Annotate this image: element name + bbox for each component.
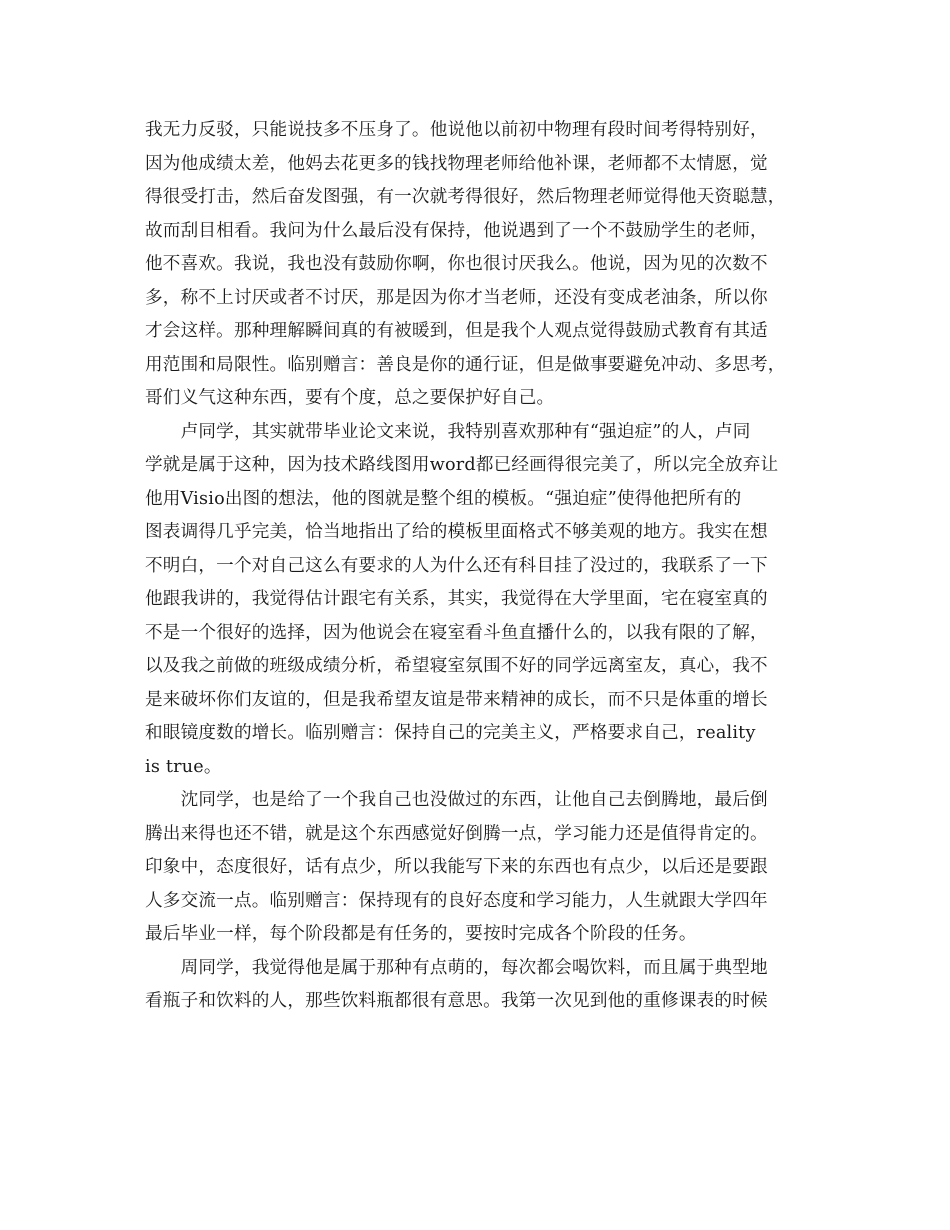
text-line: 卢同学，其实就带毕业论文来说，我特别喜欢那种有“强迫症”的人，卢同	[145, 421, 751, 442]
text-line: 学就是属于这种，因为技术路线图用word都已经画得很完美了，所以完全放弃让	[145, 455, 779, 475]
text-line: 用范围和局限性。临别赠言：善良是你的通行证，但是做事要避免冲动、多思考，	[145, 354, 786, 375]
text-line: 他用Visio出图的想法，他的图就是整个组的模板。“强迫症”使得他把所有的	[145, 488, 742, 509]
text-line: 因为他成绩太差，他妈去花更多的钱找物理老师给他补课，老师都不太情愿，觉	[145, 153, 768, 174]
text-line: 和眼镜度数的增长。临别赠言：保持自己的完美主义，严格要求自己，reality	[145, 723, 756, 743]
text-line: 他跟我讲的，我觉得估计跟宅有关系，其实，我觉得在大学里面，宅在寝室真的	[145, 589, 768, 609]
text-line: 得很受打击，然后奋发图强，有一次就考得很好，然后物理老师觉得他天资聪慧，	[145, 187, 786, 207]
text-line: 图表调得几乎完美，恰当地指出了给的模板里面格式不够美观的地方。我实在想	[145, 522, 768, 542]
text-line: is true。	[145, 756, 222, 777]
text-line: 沈同学，也是给了一个我自己也没做过的东西，让他自己去倒腾地，最后倒	[145, 790, 768, 810]
text-line: 周同学，我觉得他是属于那种有点萌的，每次都会喝饮料，而且属于典型地	[145, 957, 768, 978]
text-line: 故而刮目相看。我问为什么最后没有保持，他说遇到了一个不鼓励学生的老师，	[145, 220, 768, 241]
text-line: 不明白，一个对自己这么有要求的人为什么还有科目挂了没过的，我联系了一下	[145, 555, 768, 576]
text-line: 才会这样。那种理解瞬间真的有被暖到，但是我个人观点觉得鼓励式教育有其适	[145, 321, 768, 341]
text-line: 人多交流一点。临别赠言：保持现有的良好态度和学习能力，人生就跟大学四年	[145, 890, 768, 911]
text-line: 腾出来得也还不错，就是这个东西感觉好倒腾一点，学习能力还是值得肯定的。	[145, 823, 768, 844]
paragraph	[145, 784, 805, 952]
text-line: 最后毕业一样，每个阶段都是有任务的，要按时完成各个阶段的任务。	[145, 924, 697, 944]
paragraph	[145, 952, 805, 1019]
text-line: 是来破坏你们友谊的，但是我希望友谊是带来精神的成长，而不只是体重的增长	[145, 689, 768, 710]
text-line: 多，称不上讨厌或者不讨厌，那是因为你才当老师，还没有变成老油条，所以你	[145, 287, 768, 308]
document-body	[145, 114, 805, 1019]
paragraph	[145, 114, 805, 416]
text-line: 哥们义气这种东西，要有个度，总之要保护好自己。	[145, 388, 555, 408]
paragraph	[145, 416, 805, 785]
text-line: 看瓶子和饮料的人，那些饮料瓶都很有意思。我第一次见到他的重修课表的时候	[145, 991, 768, 1011]
text-line: 印象中，态度很好，话有点少，所以我能写下来的东西也有点少，以后还是要跟	[145, 857, 768, 877]
text-line: 以及我之前做的班级成绩分析，希望寝室氛围不好的同学远离室友，真心，我不	[145, 656, 768, 676]
text-line: 不是一个很好的选择，因为他说会在寝室看斗鱼直播什么的，以我有限的了解，	[145, 622, 768, 643]
text-line: 他不喜欢。我说，我也没有鼓励你啊，你也很讨厌我么。他说，因为见的次数不	[145, 254, 768, 274]
text-line: 我无力反驳，只能说技多不压身了。他说他以前初中物理有段时间考得特别好，	[145, 120, 768, 140]
